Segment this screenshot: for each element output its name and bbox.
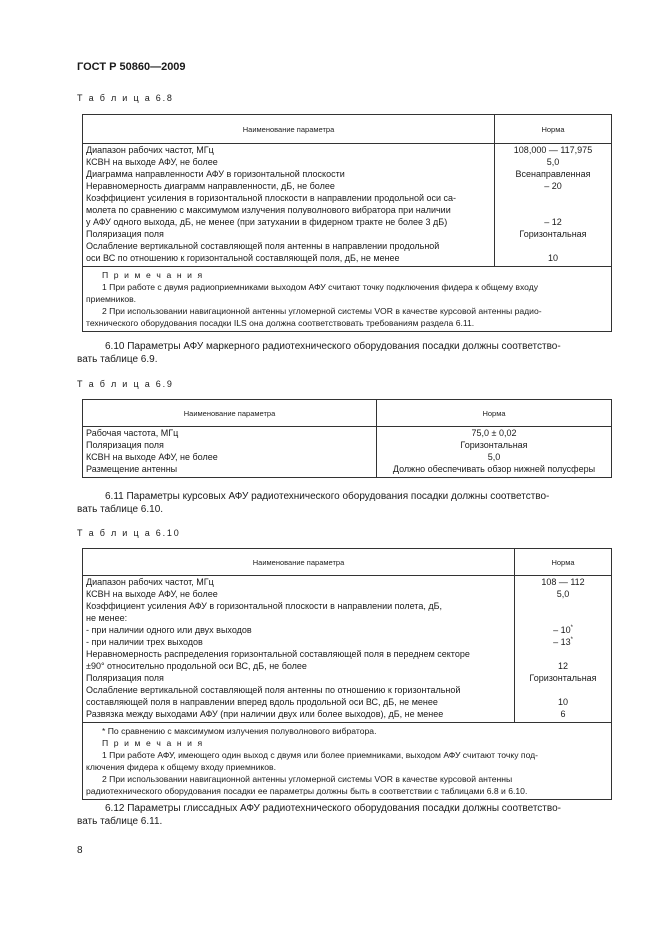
table-row: Ослабление вертикальной составляющей поля антенны в направлении продольной [86,241,440,251]
table-cell-norm: Должно обеспечивать обзор нижней полусферы [392,464,596,474]
table-row: Ослабление вертикальной составляющей поля антенны по отношению к горизонтальной [86,685,461,695]
table-6-10 [82,548,612,800]
document-header: ГОСТ Р 50860—2009 [77,61,186,73]
note-2-cont: технического оборудования посадки ILS она должна соответствовать требованиям раздела 6.11. [86,318,475,328]
table-6-8-caption: Т а б л и ц а 6.8 [77,93,174,103]
note-1: 1 При работе АФУ, имеющего один выход с двумя или более приемниками, выходом АФУ считают точку под- [102,750,539,760]
footnote-star: * [570,637,573,643]
table-row: - при наличии трех выходов [86,637,203,647]
table-cell-norm: – 10* [553,625,573,635]
table-row: Коэффициент усиления в горизонтальной плоскости в направлении продольной оси са- [86,193,457,203]
table-6-10-body [83,576,611,722]
table-cell-norm: – 12 [544,217,562,227]
table-cell-norm: Горизонтальная [460,440,528,450]
table-row: Неравномерность распределения горизонтальной составляющей поля в переднем секторе [86,649,470,659]
table-cell-norm: 10 [557,697,568,707]
col-header-param: Наименование параметра [83,549,515,575]
notes-title: П р и м е ч а н и я [102,738,204,748]
page-number: 8 [77,845,83,856]
note-2: 2 При использовании навигационной антенны угломерной системы VOR в качестве курсовой антенны [102,774,513,784]
table-cell-norm: Горизонтальная [529,673,597,683]
table-row: Рабочая частота, МГц [86,428,179,438]
table-row: Размещение антенны [86,464,178,474]
table-cell-norm: 10 [547,253,558,263]
table-row: КСВН на выходе АФУ, не более [86,589,218,599]
table-cell-norm: 108,000 — 117,975 [513,145,593,155]
table-cell-norm: 6 [560,709,566,719]
table-cell-norm: 5,0 [556,589,570,599]
paragraph-6-11: 6.11 Параметры курсовых АФУ радиотехнического оборудования посадки должны соответство- вать таблице 6.10. [77,491,550,515]
paragraph-6-10: 6.10 Параметры АФУ маркерного радиотехнического оборудования посадки должны соответство- вать таблице 6.9. [77,341,561,365]
table-row: Поляризация поля [86,229,164,239]
table-cell-norm: 5,0 [546,157,560,167]
table-cell-norm: Горизонтальная [519,229,587,239]
table-row: молета по сравнению с максимумом излучения полуволнового вибратора при наличии [86,205,451,215]
table-row: составляющей поля в направлении вперед вдоль продольной оси ВС, дБ, не менее [86,697,438,707]
table-6-8-notes [83,266,611,331]
table-6-9 [82,399,612,478]
table-cell-norm: – 20 [544,181,562,191]
table-cell-norm: – 13* [553,637,573,647]
table-cell-norm: Всенаправленная [515,169,591,179]
table-cell-norm [515,684,611,696]
note-2: 2 При использовании навигационной антенны угломерной системы VOR в качестве курсовой антенны радио- [102,306,542,316]
table-cell-norm [495,204,611,216]
note-1-cont: ключения фидера к общему входу приемников. [86,762,276,772]
table-row: Неравномерность диаграмм направленности, дБ, не более [86,181,335,191]
table-cell-norm [515,600,611,612]
table-row: ±90° относительно продольной оси ВС, дБ, не более [86,661,307,671]
col-header-norm: Норма [482,408,506,418]
table-row: у АФУ одного выхода, дБ, не менее (при затухании в фидерном тракте не более 3 дБ) [86,217,448,227]
table-row: не менее: [86,613,128,623]
table-row: Диаграмма направленности АФУ в горизонтальной плоскости [86,169,345,179]
footnote-star: * [570,625,573,631]
col-header-norm: Норма [541,124,565,134]
table-6-8-body [83,144,611,266]
table-row: - при наличии одного или двух выходов [86,625,252,635]
table-row: КСВН на выходе АФУ, не более [86,157,218,167]
col-header-param: Наименование параметра [83,400,377,426]
table-cell-norm: 75,0 ± 0,02 [471,428,517,438]
table-6-10-caption: Т а б л и ц а 6.10 [77,528,181,538]
table-6-9-caption: Т а б л и ц а 6.9 [77,379,174,389]
table-row: Поляризация поля [86,673,164,683]
table-row: Развязка между выходами АФУ (при наличии двух или более выходов), дБ, не менее [86,709,444,719]
table-row: Диапазон рабочих частот, МГц [86,145,214,155]
table-cell-norm: 108 — 112 [541,577,585,587]
table-6-10-notes [83,722,611,799]
note-2-cont: радиотехнического оборудования посадки ее параметры должны быть в соответствии с таблицами 6.8 и 6.10. [86,786,528,796]
paragraph-6-12: 6.12 Параметры глиссадных АФУ радиотехнического оборудования посадки должны соответство- вать таблице 6.11. [77,803,561,827]
table-row: Поляризация поля [86,440,164,450]
table-cell-norm: 5,0 [487,452,501,462]
table-row: оси ВС по отношению к горизонтальной составляющей поля, дБ, не менее [86,253,400,263]
footnote: * По сравнению с максимумом излучения полуволнового вибратора. [102,726,377,736]
table-row: КСВН на выходе АФУ, не более [86,452,218,462]
col-header-param: Наименование параметра [83,115,495,143]
table-6-9-body [83,427,611,477]
table-cell-norm [495,240,611,252]
table-6-8 [82,114,612,332]
table-cell-norm [515,612,611,624]
table-cell-norm [515,648,611,660]
table-row: Диапазон рабочих частот, МГц [86,577,214,587]
table-cell-norm: 12 [557,661,568,671]
notes-title: П р и м е ч а н и я [102,270,204,280]
table-cell-norm [495,192,611,204]
table-row: Коэффициент усиления АФУ в горизонтальной плоскости в направлении полета, дБ, [86,601,442,611]
col-header-norm: Норма [551,557,575,567]
note-1-cont: приемников. [86,294,137,304]
note-1: 1 При работе с двумя радиоприемниками выходом АФУ считают точку подключения фидера к общему входу [102,282,539,292]
